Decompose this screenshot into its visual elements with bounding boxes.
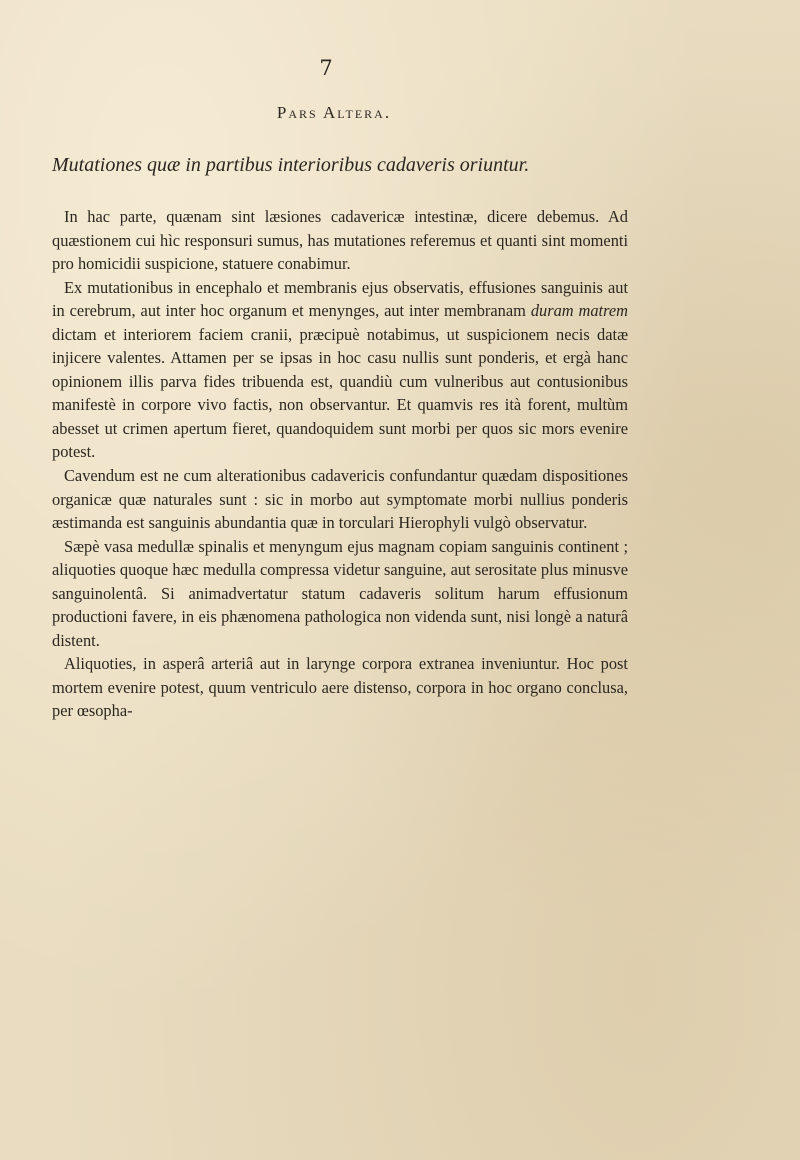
- paragraph-3: Cavendum est ne cum alterationibus cadavericis confundantur quædam dispositiones organicæ quæ naturales sunt : sic in morbo aut symptomate morbi nullius ponderis æstimanda est sanguinis abundantia quæ in torculari Hierophyli vulgò observatur.: [52, 466, 628, 533]
- section-heading: Pars Altera.: [276, 103, 392, 122]
- body-text: [52, 205, 628, 723]
- page-number: 7: [319, 56, 333, 80]
- paragraph-4: Sæpè vasa medullæ spinalis et menyngum ejus magnam copiam sanguinis continent ; aliquoties quoque hæc medulla compressa videtur sanguine, aut serositate plus minusve sanguinolentâ. Si animadvertatur statum cadaveris solitum harum effusionum productioni favere, in eis phænomena pathologica non videnda sunt, nisi longè a naturâ distent.: [52, 536, 628, 650]
- paragraph-5: Aliquoties, in asperâ arteriâ aut in larynge corpora extranea inveniuntur. Hoc post mortem evenire potest, quum ventriculo aere distenso, corpora in hoc organo conclusa, per œsopha-: [52, 654, 628, 721]
- section-subtitle: Mutationes quæ in partibus interioribus cadaveris oriuntur.: [52, 154, 530, 176]
- paragraph-2: Ex mutationibus in encephalo et membranis ejus observatis, effusiones sanguinis aut in cerebrum, aut inter hoc organum et menynges, aut inter membranam duram matrem dictam et interiorem faciem cranii, præcipuè notabimus, ut suspicionem necis datæ injicere valentes. Attamen per se ipsas in hoc casu nullis sunt ponderis, et ergà hanc opinionem illis parva fides tribuenda est, quandiù cum vulneribus aut contusionibus manifestè in corpore vivo factis, non observantur. Et quamvis res ità forent, multùm abesset ut crimen apertum fieret, quandoquidem sunt morbi per quos sic mors evenire potest.: [52, 277, 628, 462]
- paragraph-1: In hac parte, quænam sint læsiones cadavericæ intestinæ, dicere debemus. Ad quæstionem cui hìc responsuri sumus, has mutationes referemus et quanti sint momenti pro homicidii suspicione, statuere conabimur.: [52, 207, 628, 274]
- italic-term: duram matrem: [530, 301, 628, 321]
